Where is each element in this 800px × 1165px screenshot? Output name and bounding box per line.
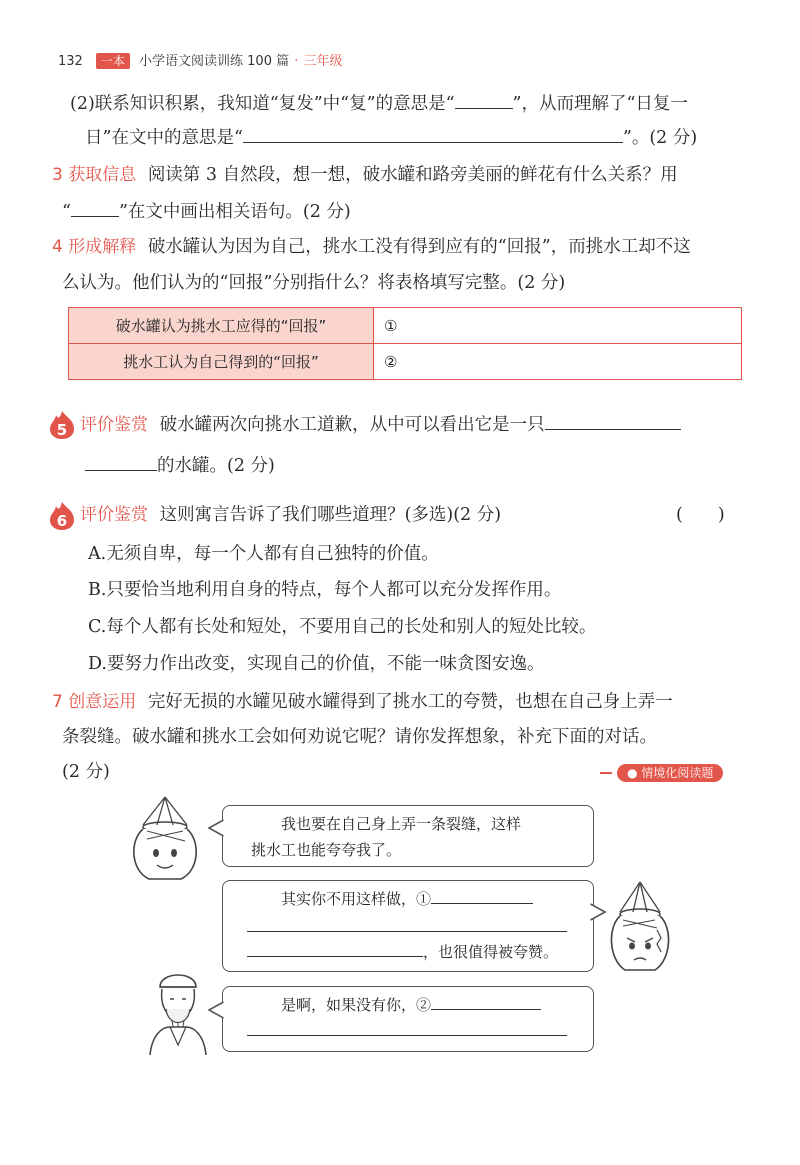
q2-2-line1	[70, 90, 688, 117]
q7-line2	[62, 724, 657, 750]
q4-line2	[62, 270, 565, 296]
badge-number: 6	[56, 512, 68, 530]
q7-text-2: 条裂缝。破水罐和挑水工会如何劝说它呢？请你发挥想象，补充下面的对话。	[62, 727, 657, 747]
q5-text-2: 的水罐。(2 分)	[157, 456, 275, 476]
q6-line1	[80, 502, 501, 528]
speech-bubble-broken-jar	[222, 880, 594, 972]
bubble3-line2[interactable]	[247, 1035, 567, 1036]
flame-badge-icon	[48, 410, 76, 440]
q2-2-text-c: 日”在文中的意思是“	[85, 128, 243, 148]
scenario-pill-text: 情境化阅读题	[641, 766, 714, 780]
q5-flame-badge	[48, 410, 76, 444]
q4-text-2: 么认为。他们认为的“回报”分别指什么？将表格填写完整。(2 分)	[62, 273, 566, 293]
q5-line2	[85, 452, 275, 479]
q6-option-b[interactable]: B.只要恰当地利用自身的特点，每个人都可以充分发挥作用。	[88, 580, 562, 600]
answer-blank[interactable]	[85, 452, 157, 471]
q7-line1	[52, 689, 673, 715]
bubble1-line2: 挑水工也能夸夸我了。	[251, 841, 402, 859]
q6-tag: 评价鉴赏	[80, 505, 148, 525]
q6-option-d[interactable]: D.要努力作出改变，实现自己的价值，不能一味贪图安逸。	[88, 654, 545, 674]
speech-bubble-intact-jar	[222, 805, 594, 867]
q6-flame-badge	[48, 501, 76, 535]
page-number: 132	[58, 54, 83, 69]
table-answer-cell[interactable]: ①	[374, 308, 742, 344]
water-carrier-illustration	[138, 965, 218, 1055]
speech-bubble-water-carrier	[222, 986, 594, 1052]
brand-badge: 一本	[96, 53, 130, 69]
table-label: 挑水工认为自己得到的“回报”	[69, 344, 374, 380]
q2-2-text-a: (2)联系知识积累，我知道“复发”中“复”的意思是“	[70, 94, 455, 114]
answer-blank[interactable]	[545, 411, 681, 430]
bubble2-tail	[590, 902, 606, 922]
q3-text-2b: ”在文中画出相关语句。(2 分)	[118, 202, 351, 222]
q7-tag: 7 创意运用	[52, 692, 137, 712]
intact-jar-illustration	[125, 795, 205, 885]
q4-text-1: 破水罐认为因为自己，挑水工没有得到应有的“回报”，而挑水工却不这	[147, 237, 691, 257]
bubble3-tail	[208, 1000, 224, 1020]
q2-2-text-d: ”。(2 分)	[622, 128, 698, 148]
bubble1-line1: 我也要在自己身上弄一条裂缝，这样	[281, 815, 522, 833]
q5-text-1: 破水罐两次向挑水工道歉，从中可以看出它是一只	[159, 415, 545, 435]
badge-number: 5	[56, 421, 68, 439]
bubble3-line1	[281, 992, 541, 1018]
q3-text-1: 阅读第 3 自然段，想一想，破水罐和路旁美丽的鲜花有什么关系？用	[147, 165, 678, 185]
answer-blank[interactable]	[243, 124, 623, 143]
q3-line2	[62, 198, 351, 225]
flame-badge-icon	[48, 501, 76, 531]
book-title: 小学语文阅读训练 100 篇	[139, 54, 290, 69]
answer-blank[interactable]	[455, 90, 513, 109]
answer-blank[interactable]	[431, 887, 533, 904]
bubble2-line2[interactable]	[247, 931, 567, 932]
q6-option-c[interactable]: C.每个人都有长处和短处，不要用自己的长处和别人的短处比较。	[88, 617, 597, 637]
q6-text: 这则寓言告诉了我们哪些道理？(多选)(2 分)	[159, 505, 502, 525]
q3-line1	[52, 162, 678, 188]
bubble2-line3	[247, 939, 558, 965]
answer-blank[interactable]	[247, 940, 423, 957]
broken-jar-illustration	[605, 880, 675, 975]
q2-2-text-b: ”，从而理解了“日复一	[512, 94, 688, 114]
bubble2-text-3: ，也很值得被夸赞。	[423, 943, 559, 961]
q7-text-1: 完好无损的水罐见破水罐得到了挑水工的夸赞，也想在自己身上弄一	[147, 692, 673, 712]
scenario-pill-label: ● 情境化阅读题	[617, 764, 723, 782]
q4-table	[68, 307, 742, 380]
bubble1-tail	[208, 818, 224, 838]
scenario-pill	[600, 762, 723, 781]
q4-tag: 4 形成解释	[52, 237, 137, 257]
q5-line1	[80, 411, 681, 438]
table-row	[69, 308, 742, 344]
bubble3-text-1: 是啊，如果没有你，②	[281, 996, 432, 1014]
q6-option-a[interactable]: A.无须自卑，每一个人都有自己独特的价值。	[88, 544, 439, 564]
q3-text-2a: “	[62, 202, 71, 222]
bubble2-text-1: 其实你不用这样做，①	[281, 890, 432, 908]
table-label: 破水罐认为挑水工应得的“回报”	[69, 308, 374, 344]
answer-blank[interactable]	[71, 198, 119, 217]
answer-blank[interactable]	[431, 993, 541, 1010]
grade-label: 三年级	[303, 54, 343, 69]
q5-tag: 评价鉴赏	[80, 415, 148, 435]
q7-line3	[62, 759, 110, 785]
q3-tag: 3 获取信息	[52, 165, 137, 185]
q6-answer-paren[interactable]: ( )	[676, 505, 725, 525]
q4-line1	[52, 234, 691, 260]
table-row	[69, 344, 742, 380]
header-dot: ·	[294, 54, 299, 69]
page-header	[58, 50, 342, 69]
bubble2-line1	[281, 886, 533, 912]
table-answer-cell[interactable]: ②	[374, 344, 742, 380]
q2-2-line2	[85, 124, 697, 151]
q7-text-3: (2 分)	[62, 762, 110, 782]
